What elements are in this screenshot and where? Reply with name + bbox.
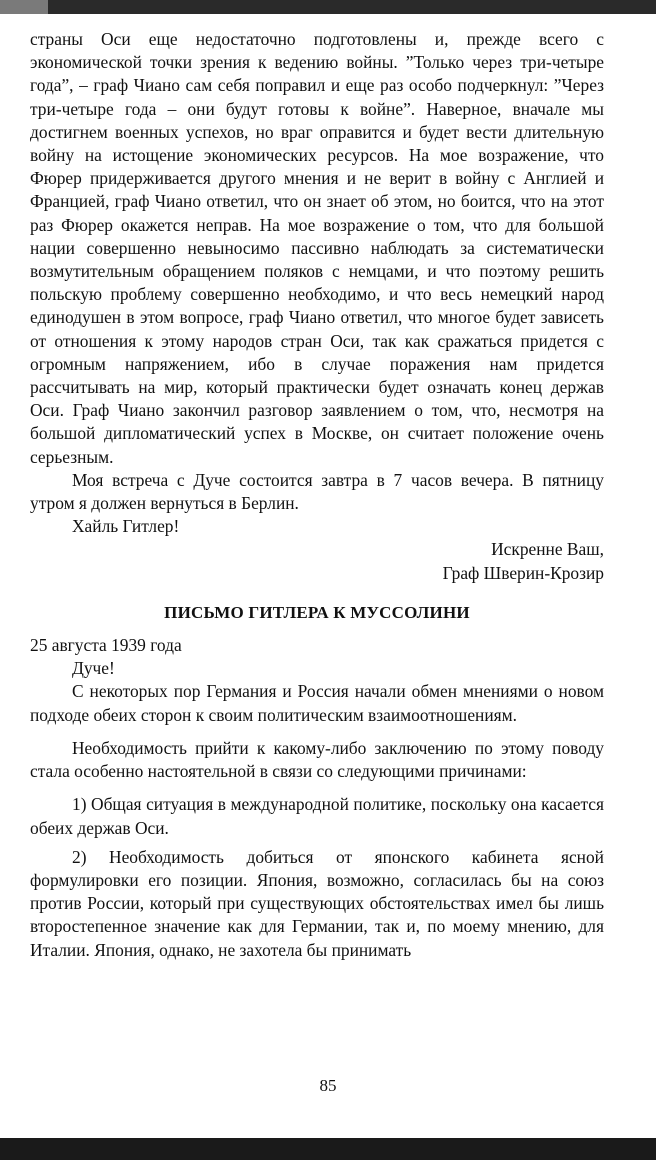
book-page (30, 28, 604, 962)
page-number: 85 (319, 1076, 337, 1095)
closing-line: Искренне Ваш, (491, 539, 604, 560)
signature-line: Граф Шверин-Крозир (442, 562, 604, 583)
scan-corner (0, 0, 48, 14)
salute-line: Хайль Гитлер! (72, 516, 180, 537)
scan-bottom-edge (0, 1138, 656, 1160)
section-title: ПИСЬМО ГИТЛЕРА К МУССОЛИНИ (164, 602, 470, 622)
letter-paragraph-1: С некоторых пор Германия и Россия начали обмен мнениями о новом подходе обеих сторон к своим политическим взаимоотношениям. (30, 681, 604, 725)
scan-top-edge (0, 0, 656, 14)
letter-item-1: 1) Общая ситуация в международной политике, поскольку она касается обеих держав Оси. (30, 794, 604, 838)
letter-body-paragraph: страны Оси еще недостаточно подготовлены и, прежде всего с экономической точки зрения к ведению войны. ”Только через три-четыре года”, – граф Чиано сам себя поправил и еще раз особо подчеркнул: ”Через три-четыре года – они будут готовы к войне”. Наверное, вначале мы достигнем военных успехов, но враг оправится и будет вести длительную войну на истощение экономических ресурсов. На мое возражение, что Фюрер придерживается другого мнения и не верит в войну с Англией и Францией, граф Чиано ответил, что он знает об этом, но боится, что на этот раз Фюрер окажется неправ. На мое возражение о том, что для большой нации совершенно невыносимо пассивно наблюдать за систематически возмутительным обращением поляков с немцами, и что поэтому решить польскую проблему совершенно необходимо, и что весь немецкий народ единодушен в этом вопросе, граф Чиано ответил, что многое будет зависеть от отношения к этому народов стран Оси, так как сражаться придется с огромным напряжением, ибо в случае поражения нам придется рассчитывать на мир, который практически будет означать конец держав Оси. Граф Чиано закончил разговор заявлением о том, что, несмотря на большой дипломатический успех в Москве, он считает положение очень серьезным. (30, 29, 604, 467)
letter-greeting: Дуче! (72, 658, 115, 679)
letter-item-2: 2) Необходимость добиться от японского кабинета ясной формулировки его позиции. Япония, возможно, согласилась бы на союз против России, который при существующих обстоятельствах имел бы лишь второстепенное значение как для Германии, так и, по моему мнению, для Италии. Япония, однако, не захотела бы принимать (30, 846, 604, 960)
letter-date: 25 августа 1939 года (30, 635, 182, 656)
letter-paragraph-2: Необходимость прийти к какому-либо заключению по этому поводу стала особенно настоятельной в связи со следующими причинами: (30, 737, 604, 782)
meeting-paragraph: Моя встреча с Дуче состоится завтра в 7 часов вечера. В пятницу утром я должен вернуться в Берлин. (30, 469, 604, 514)
